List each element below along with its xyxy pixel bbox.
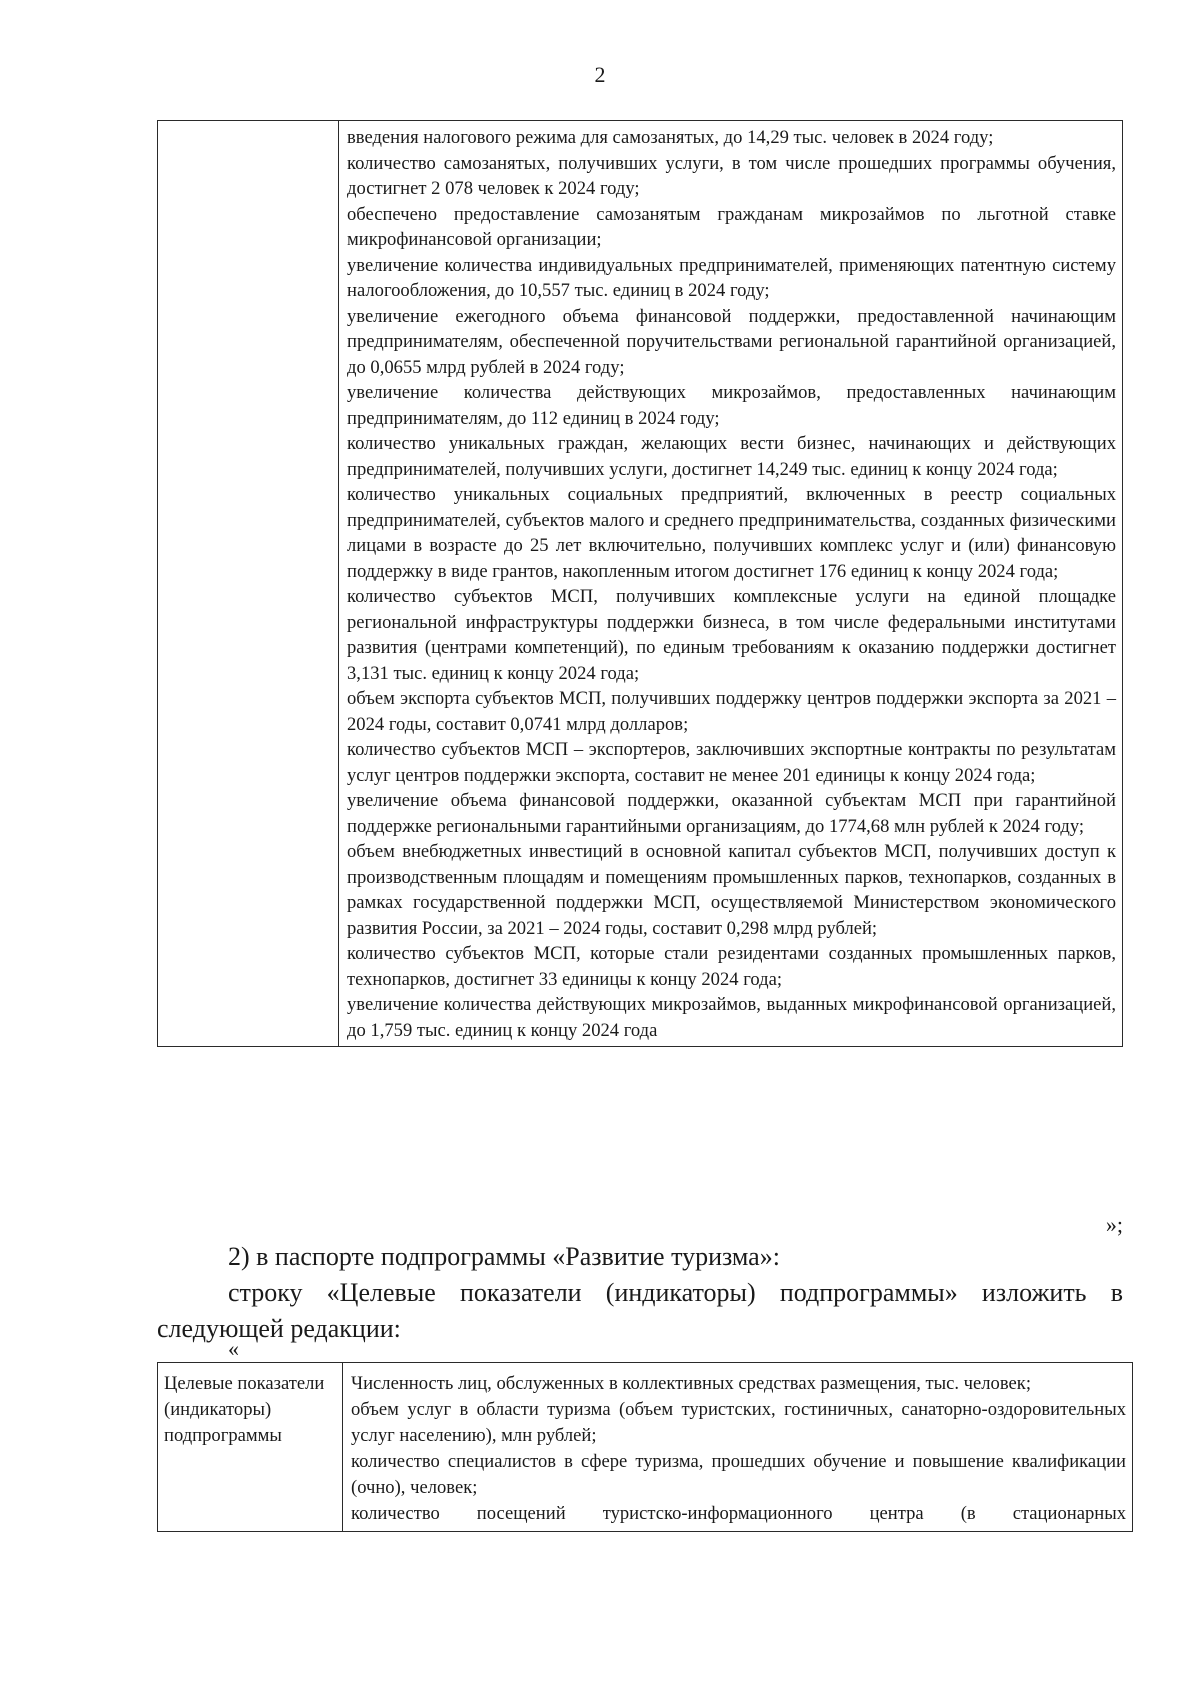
list-item: объем внебюджетных инвестиций в основной капитал субъектов МСП, получивших доступ к производственным площадям и помещениям промышленных парков, технопарков, созданных в рамках государственной поддержки МСП, осуществляемой Министерством экономического развития России, за 2021 – 2024 годы, составит 0,298 млрд рублей; [347,841,1116,939]
list-item: объем услуг в области туризма (объем туристских, гостиничных, санаторно-оздоровительных услуг населению), млн рублей; [351,1399,1126,1446]
list-item: количество субъектов МСП, которые стали резидентами созданных промышленных парков, технопарков, достигнет 33 единицы к концу 2024 года; [347,943,1116,990]
opening-quote: « [228,1336,239,1361]
list-item: количество субъектов МСП, получивших комплексные услуги на единой площадке региональной инфраструктуры поддержки бизнеса, в том числе федеральными институтами развития (центрами компетенций), по единым требованиям к оказанию поддержки достигнет 3,131 тыс. единиц к концу 2024 года; [347,586,1116,684]
list-item: увеличение количества действующих микрозаймов, предоставленных начинающим предпринимателям, до 112 единиц в 2024 году; [347,382,1116,429]
list-item: обеспечено предоставление самозанятым гражданам микрозаймов по льготной ставке микрофинансовой организации; [347,203,1116,250]
indicators-content-cell [343,1363,1133,1532]
list-item: количество уникальных социальных предприятий, включенных в реестр социальных предпринимателей, субъектов малого и среднего предпринимательства, созданных физическими лицами в возрасте до 25 лет включительно, получивших комплекс услуг и (или) финансовую поддержку в виде грантов, накопленным итогом достигнет 176 единиц к концу 2024 года; [347,484,1116,582]
list-item: увеличение количества действующих микрозаймов, выданных микрофинансовой организацией, до 1,759 тыс. единиц к концу 2024 года [347,994,1116,1041]
list-item: количество посещений туристско-информационного центра (в стационарных [351,1503,1126,1524]
table-left-cell [158,121,339,1047]
list-item: введения налогового режима для самозанятых, до 14,29 тыс. человек в 2024 году; [347,127,994,148]
list-item: увеличение объема финансовой поддержки, оказанной субъектам МСП при гарантийной поддержке региональными гарантийными организациям, до 1774,68 млн рублей к 2024 году; [347,790,1116,837]
paragraph-edit-instruction: строку «Целевые показатели (индикаторы) подпрограммы» изложить в следующей редакции: [157,1278,1123,1343]
indicators-table [157,1362,1133,1532]
list-item: количество уникальных граждан, желающих вести бизнес, начинающих и действующих предпринимателей, получивших услуги, достигнет 14,249 тыс. единиц к концу 2024 года; [347,433,1116,480]
continued-table [157,120,1123,1047]
list-item: Численность лиц, обслуженных в коллективных средствах размещения, тыс. человек; [351,1373,1031,1394]
closing-quote: »; [1105,1212,1123,1237]
list-item: количество специалистов в сфере туризма, прошедших обучение и повышение квалификации (очно), человек; [351,1451,1126,1498]
indicators-label-cell [158,1363,343,1532]
page-number: 2 [594,62,606,87]
list-item: увеличение количества индивидуальных предпринимателей, применяющих патентную систему налогообложения, до 10,557 тыс. единиц в 2024 году; [347,254,1116,301]
table-right-cell [339,121,1123,1047]
list-item: увеличение ежегодного объема финансовой поддержки, предоставленной начинающим предпринимателям, обеспеченной поручительствами региональной гарантийной организацией, до 0,0655 млрд рублей в 2024 году; [347,305,1116,378]
indicators-label: Целевые показатели (индикаторы) подпрограммы [164,1373,325,1446]
list-item: количество самозанятых, получивших услуги, в том числе прошедших программы обучения, достигнет 2 078 человек к 2024 году; [347,152,1116,199]
list-item: объем экспорта субъектов МСП, получивших поддержку центров поддержки экспорта за 2021 – 2024 годы, составит 0,0741 млрд долларов; [347,688,1116,735]
paragraph-tourism-passport: 2) в паспорте подпрограммы «Развитие туризма»: [228,1242,780,1271]
list-item: количество субъектов МСП – экспортеров, заключивших экспортные контракты по результатам услуг центров поддержки экспорта, составит не менее 201 единицы к концу 2024 года; [347,739,1116,786]
